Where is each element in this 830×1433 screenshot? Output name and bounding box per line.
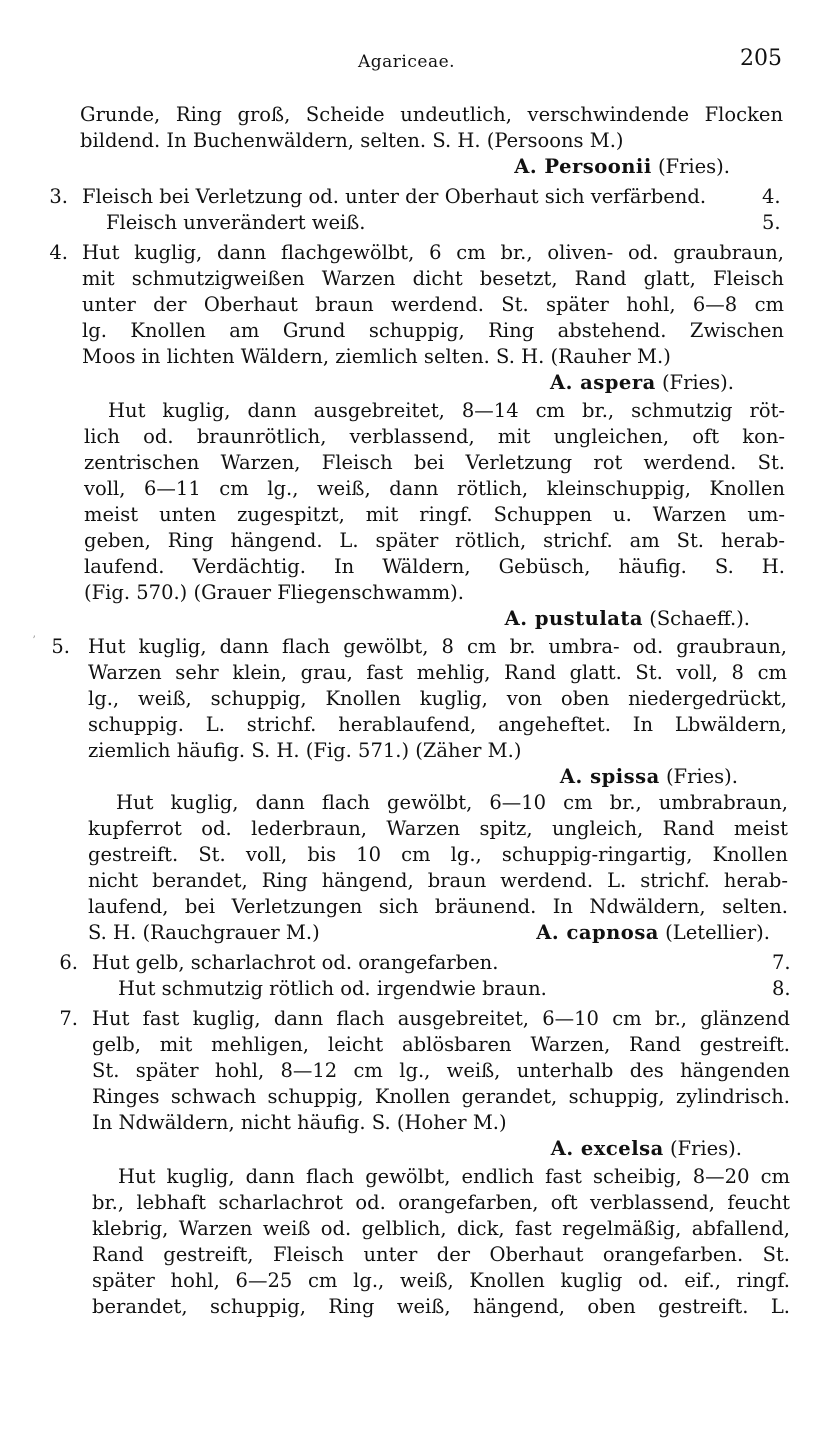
text-line: ziemlich häufig. S. H. (Fig. 571.) (Zäher M.) <box>88 739 522 762</box>
key-reference: 5. <box>762 211 781 234</box>
text-line: Rand gestreift, Fleisch unter der Oberhaut orangefarben. St. <box>92 1243 790 1266</box>
key-reference: 4. <box>762 185 781 208</box>
text-line: kupferrot od. lederbraun, Warzen spitz, ungleich, Rand meist <box>88 817 788 840</box>
species-name <box>536 920 770 946</box>
species-name-bold: A. excelsa <box>550 1137 664 1160</box>
text-line: Hut fast kuglig, dann flach ausgebreitet, 6—10 cm br., glänzend <box>92 1007 790 1030</box>
text-line: lg. Knollen am Grund schuppig, Ring abstehend. Zwischen <box>82 319 784 342</box>
species-name-bold: A. pustulata <box>504 607 644 630</box>
text-line: br., lebhaft scharlachrot od. orangefarben, oft verblassend, feucht <box>92 1191 790 1214</box>
key-line: Fleisch unverändert weiß. <box>106 211 366 234</box>
species-name <box>551 1136 742 1162</box>
text-line: Hut kuglig, dann flachgewölbt, 6 cm br., oliven- od. graubraun, <box>82 241 784 264</box>
page-header <box>0 48 830 78</box>
species-name <box>550 370 734 396</box>
page-number: 205 <box>740 46 782 71</box>
text-line: Hut kuglig, dann flach gewölbt, 6—10 cm br., umbrabraun, <box>116 791 788 814</box>
species-name <box>514 154 730 180</box>
text-line: Moos in lichten Wäldern, ziemlich selten. S. H. (Rauher M.) <box>82 345 671 368</box>
text-line: gelb, mit mehligen, leicht ablösbaren Warzen, Rand gestreift. <box>92 1033 790 1056</box>
text-line: lich od. braunrötlich, verblassend, mit ungleichen, oft kon- <box>84 425 785 448</box>
key-number: 5. <box>51 635 70 658</box>
species-name-bold: A. Persoonii <box>514 155 652 178</box>
text-line: In Ndwäldern, nicht häufig. S. (Hoher M.) <box>92 1111 507 1134</box>
margin-mark: ʼ <box>32 634 36 647</box>
text-line: S. H. (Rauchgrauer M.) <box>88 921 320 944</box>
text-line: Warzen sehr klein, grau, fast mehlig, Rand glatt. St. voll, 8 cm <box>88 661 787 684</box>
species-author: (Fries). <box>661 371 734 394</box>
species-author: (Schaeff.). <box>649 607 750 630</box>
running-head: Agariceae. <box>358 52 456 72</box>
text-line: Grunde, Ring groß, Scheide undeutlich, verschwindende Flocken <box>80 103 783 126</box>
text-line: bildend. In Buchenwäldern, selten. S. H. (Persoons M.) <box>80 129 624 152</box>
species-name <box>505 606 750 632</box>
text-line: voll, 6—11 cm lg., weiß, dann rötlich, kleinschuppig, Knollen <box>84 477 785 500</box>
key-number: 6. <box>59 951 78 974</box>
species-author: (Fries). <box>669 1137 742 1160</box>
key-reference: 7. <box>772 951 791 974</box>
key-line: Hut gelb, scharlachrot od. orangefarben. <box>92 951 499 974</box>
text-line: St. später hohl, 8—12 cm lg., weiß, unterhalb des hängenden <box>92 1059 790 1082</box>
text-line: geben, Ring hängend. L. später rötlich, strichf. am St. herab- <box>84 529 785 552</box>
text-line: Ringes schwach schuppig, Knollen gerandet, schuppig, zylindrisch. <box>92 1085 790 1108</box>
text-line: Hut kuglig, dann flach gewölbt, 8 cm br. umbra- od. graubraun, <box>88 635 787 658</box>
text-line: berandet, schuppig, Ring weiß, hängend, oben gestreift. L. <box>92 1295 790 1318</box>
key-line: Hut schmutzig rötlich od. irgendwie braun. <box>118 977 547 1000</box>
text-line: schuppig. L. strichf. herablaufend, angeheftet. In Lbwäldern, <box>88 713 787 736</box>
text-line: meist unten zugespitzt, mit ringf. Schuppen u. Warzen um- <box>84 503 785 526</box>
species-name <box>560 764 738 790</box>
text-line: nicht berandet, Ring hängend, braun werdend. L. strichf. herab- <box>88 869 788 892</box>
text-line: laufend, bei Verletzungen sich bräunend. In Ndwäldern, selten. <box>88 895 788 918</box>
species-name-bold: A. capnosa <box>536 921 659 944</box>
key-number: 4. <box>49 241 68 264</box>
species-author: (Letellier). <box>665 921 770 944</box>
species-author: (Fries). <box>665 765 738 788</box>
text-line: gestreift. St. voll, bis 10 cm lg., schuppig-ringartig, Knollen <box>88 843 788 866</box>
text-line: Hut kuglig, dann flach gewölbt, endlich fast scheibig, 8—20 cm <box>118 1165 790 1188</box>
key-number: 3. <box>49 185 68 208</box>
text-line: klebrig, Warzen weiß od. gelblich, dick, fast regelmäßig, abfallend, <box>92 1217 790 1240</box>
text-line: zentrischen Warzen, Fleisch bei Verletzung rot werdend. St. <box>84 451 785 474</box>
text-line: lg., weiß, schuppig, Knollen kuglig, von oben niedergedrückt, <box>88 687 787 710</box>
key-line: Fleisch bei Verletzung od. unter der Oberhaut sich verfärbend. <box>82 185 707 208</box>
text-line: mit schmutzigweißen Warzen dicht besetzt, Rand glatt, Fleisch <box>82 267 784 290</box>
key-number: 7. <box>59 1007 78 1030</box>
text-line: Hut kuglig, dann ausgebreitet, 8—14 cm br., schmutzig röt- <box>108 399 785 422</box>
species-name-bold: A. aspera <box>549 371 656 394</box>
species-name-bold: A. spissa <box>559 765 660 788</box>
species-author: (Fries). <box>657 155 730 178</box>
text-line: später hohl, 6—25 cm lg., weiß, Knollen kuglig od. eif., ringf. <box>92 1269 790 1292</box>
key-reference: 8. <box>772 977 791 1000</box>
text-line: unter der Oberhaut braun werdend. St. später hohl, 6—8 cm <box>82 293 784 316</box>
text-line: (Fig. 570.) (Grauer Fliegenschwamm). <box>84 581 464 604</box>
text-line: laufend. Verdächtig. In Wäldern, Gebüsch, häufig. S. H. <box>84 555 785 578</box>
